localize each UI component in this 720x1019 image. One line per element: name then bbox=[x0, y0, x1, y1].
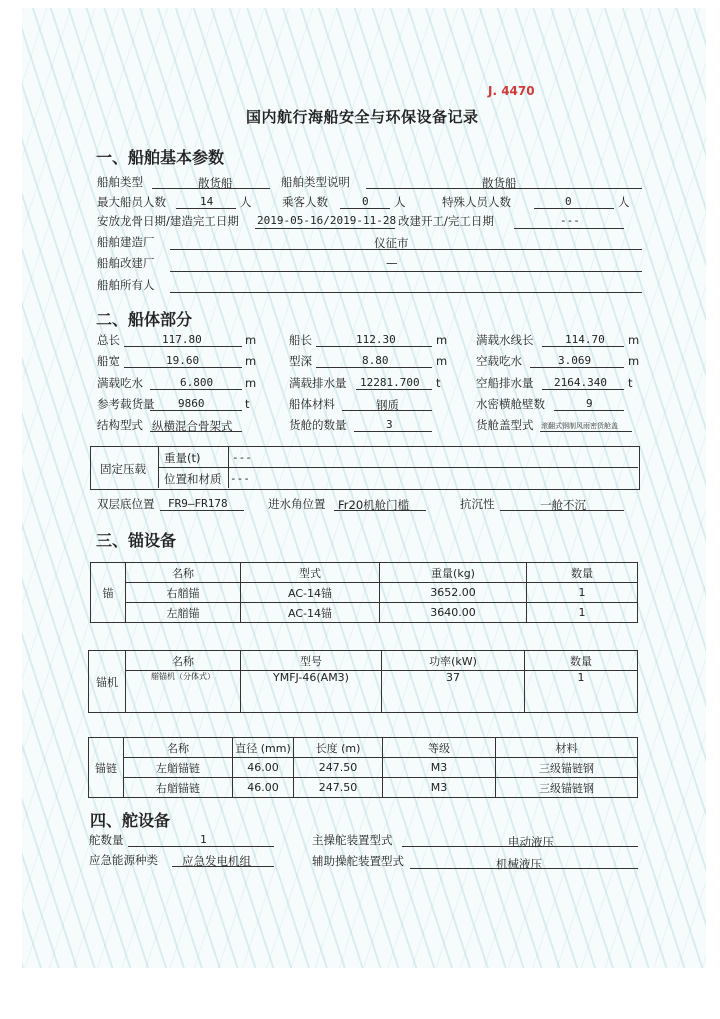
ballast-weight-label: 重量(t) bbox=[164, 451, 201, 465]
table-header: 型号 bbox=[241, 651, 382, 671]
table-cell: 37 bbox=[382, 671, 525, 713]
ship-type-desc-label: 船舶类型说明 bbox=[281, 175, 350, 189]
table-cell: 三级锚链钢 bbox=[496, 778, 638, 798]
table-header: 功率(kW) bbox=[382, 651, 525, 671]
table-cell: 247.50 bbox=[294, 778, 383, 798]
rudder-count-label: 舵数量 bbox=[89, 833, 124, 847]
table-cell: AC-14锚 bbox=[241, 603, 380, 623]
table-header: 材料 bbox=[496, 738, 638, 758]
table-cell: 247.50 bbox=[294, 758, 383, 778]
flood-angle-value: Fr20机舱门槛 bbox=[338, 498, 410, 512]
refit-date-label: 改建开工/完工日期 bbox=[398, 214, 494, 228]
lbp-label: 船长 bbox=[289, 333, 312, 347]
table-cell: 三级锚链钢 bbox=[496, 758, 638, 778]
max-crew-unit: 人 bbox=[240, 195, 252, 209]
aux-steering-value: 机械液压 bbox=[496, 857, 542, 871]
loa-value: 117.80 bbox=[162, 333, 202, 346]
chain-group-label: 锚链 bbox=[89, 738, 124, 798]
light-disp-unit: t bbox=[628, 376, 633, 390]
ballast-position-label: 位置和材质 bbox=[164, 472, 222, 486]
lbp-unit: m bbox=[436, 333, 448, 347]
structure-value: 纵横混合骨架式 bbox=[152, 419, 233, 433]
max-crew-label: 最大船员人数 bbox=[97, 195, 166, 209]
light-disp-value: 2164.340 bbox=[554, 376, 607, 389]
table-row bbox=[91, 603, 638, 623]
full-disp-label: 满载排水量 bbox=[289, 376, 347, 390]
ballast-weight-value: --- bbox=[232, 451, 252, 464]
table-header: 数量 bbox=[527, 563, 638, 583]
special-unit: 人 bbox=[618, 195, 630, 209]
main-steering-label: 主操舵装置型式 bbox=[312, 833, 393, 847]
depth-value: 8.80 bbox=[362, 354, 389, 367]
refit-date-value: --- bbox=[560, 214, 580, 227]
dwt-label: 参考载货量 bbox=[97, 397, 155, 411]
passenger-label: 乘客人数 bbox=[282, 195, 328, 209]
bulkhead-value: 9 bbox=[586, 397, 593, 410]
table-cell: 右艏锚链 bbox=[124, 778, 233, 798]
owner-label: 船舶所有人 bbox=[97, 278, 155, 292]
loa-label: 总长 bbox=[97, 333, 120, 347]
full-draft-label: 满载吃水 bbox=[97, 376, 143, 390]
structure-label: 结构型式 bbox=[97, 418, 143, 432]
lbp-value: 112.30 bbox=[356, 333, 396, 346]
section-3-heading: 三、锚设备 bbox=[96, 531, 177, 550]
table-cell: 46.00 bbox=[233, 778, 294, 798]
loa-unit: m bbox=[245, 333, 257, 347]
table-cell: 1 bbox=[527, 583, 638, 603]
table-row bbox=[89, 758, 638, 778]
table-header: 长度 (m) bbox=[294, 738, 383, 758]
beam-label: 船宽 bbox=[97, 354, 120, 368]
dwt-unit: t bbox=[245, 397, 250, 411]
lwl-label: 满载水线长 bbox=[476, 333, 534, 347]
passenger-value: 0 bbox=[362, 195, 369, 208]
special-value: 0 bbox=[565, 195, 572, 208]
depth-label: 型深 bbox=[289, 354, 312, 368]
dwt-value: 9860 bbox=[178, 397, 205, 410]
anchor-group-label: 锚 bbox=[91, 563, 126, 623]
ballast-label: 固定压载 bbox=[100, 462, 146, 476]
lwl-value: 114.70 bbox=[565, 333, 605, 346]
special-label: 特殊人员人数 bbox=[442, 195, 511, 209]
table-row bbox=[89, 671, 638, 713]
ship-type-value: 散货船 bbox=[198, 176, 233, 190]
rebuilder-label: 船舶改建厂 bbox=[97, 256, 155, 270]
holds-value: 3 bbox=[386, 418, 393, 431]
builder-label: 船舶建造厂 bbox=[97, 235, 155, 249]
bulkhead-label: 水密横舱壁数 bbox=[476, 397, 545, 411]
unsinkable-value: 一舱不沉 bbox=[540, 498, 586, 512]
table-cell: 46.00 bbox=[233, 758, 294, 778]
ship-type-desc-value: 散货船 bbox=[482, 176, 517, 190]
section-4-heading: 四、舵设备 bbox=[90, 811, 171, 830]
table-header: 名称 bbox=[126, 563, 241, 583]
section-2-heading: 二、船体部分 bbox=[96, 310, 193, 329]
full-disp-unit: t bbox=[436, 376, 441, 390]
unsinkable-label: 抗沉性 bbox=[460, 497, 495, 511]
table-cell: 1 bbox=[525, 671, 638, 713]
hatch-label: 货舱盖型式 bbox=[476, 418, 534, 432]
table-header: 直径 (mm) bbox=[233, 738, 294, 758]
lwl-unit: m bbox=[628, 333, 640, 347]
passenger-unit: 人 bbox=[394, 195, 406, 209]
material-value: 钢质 bbox=[376, 398, 399, 412]
light-draft-unit: m bbox=[628, 354, 640, 368]
table-row bbox=[91, 583, 638, 603]
ship-type-label: 船舶类型 bbox=[97, 175, 143, 189]
table-header: 名称 bbox=[124, 738, 233, 758]
table-header: 型式 bbox=[241, 563, 380, 583]
windlass-group-label: 锚机 bbox=[89, 651, 126, 713]
builder-value: 仪征市 bbox=[374, 236, 409, 250]
table-cell: 1 bbox=[527, 603, 638, 623]
table-header: 重量(kg) bbox=[380, 563, 527, 583]
table-header: 名称 bbox=[126, 651, 241, 671]
emergency-power-value: 应急发电机组 bbox=[182, 854, 251, 868]
table-cell: 右艏锚 bbox=[126, 583, 241, 603]
chain-table bbox=[88, 737, 638, 798]
holds-label: 货舱的数量 bbox=[289, 418, 347, 432]
full-disp-value: 12281.700 bbox=[360, 376, 420, 389]
table-row bbox=[89, 778, 638, 798]
hatch-value: 滚翻式钢制风雨密货舱盖 bbox=[541, 422, 618, 430]
table-cell: 艏锚机（分体式） bbox=[126, 671, 241, 713]
document-title: 国内航行海船安全与环保设备记录 bbox=[246, 108, 479, 126]
full-draft-unit: m bbox=[245, 376, 257, 390]
rebuilder-value: — bbox=[386, 256, 398, 270]
ballast-position-value: --- bbox=[230, 472, 250, 485]
table-cell: 3652.00 bbox=[380, 583, 527, 603]
table-cell: M3 bbox=[383, 758, 496, 778]
table-cell: YMFJ-46(AM3) bbox=[241, 671, 382, 713]
windlass-table bbox=[88, 650, 638, 713]
material-label: 船体材料 bbox=[289, 397, 335, 411]
beam-unit: m bbox=[245, 354, 257, 368]
section-1-heading: 一、船舶基本参数 bbox=[96, 148, 225, 167]
red-stamp-number: J. 4470 bbox=[488, 84, 535, 98]
anchor-table bbox=[90, 562, 638, 623]
emergency-power-label: 应急能源种类 bbox=[89, 853, 158, 867]
table-cell: M3 bbox=[383, 778, 496, 798]
depth-unit: m bbox=[436, 354, 448, 368]
table-header: 等级 bbox=[383, 738, 496, 758]
main-steering-value: 电动液压 bbox=[508, 835, 554, 849]
double-bottom-value: FR9—FR178 bbox=[168, 497, 228, 510]
table-cell: 左艏锚链 bbox=[124, 758, 233, 778]
light-draft-value: 3.069 bbox=[558, 354, 592, 367]
table-cell: 左艏锚 bbox=[126, 603, 241, 623]
flood-angle-label: 进水角位置 bbox=[268, 497, 326, 511]
table-cell: 3640.00 bbox=[380, 603, 527, 623]
keel-date-label: 安放龙骨日期/建造完工日期 bbox=[97, 214, 239, 228]
double-bottom-label: 双层底位置 bbox=[97, 497, 155, 511]
table-cell: AC-14锚 bbox=[241, 583, 380, 603]
aux-steering-label: 辅助操舵装置型式 bbox=[312, 854, 404, 868]
full-draft-value: 6.800 bbox=[180, 376, 214, 389]
light-disp-label: 空船排水量 bbox=[476, 376, 534, 390]
rudder-count-value: 1 bbox=[200, 833, 207, 846]
beam-value: 19.60 bbox=[166, 354, 200, 367]
table-header: 数量 bbox=[525, 651, 638, 671]
keel-date-value: 2019-05-16/2019-11-28 bbox=[257, 214, 397, 227]
max-crew-value: 14 bbox=[200, 195, 214, 208]
light-draft-label: 空载吃水 bbox=[476, 354, 522, 368]
